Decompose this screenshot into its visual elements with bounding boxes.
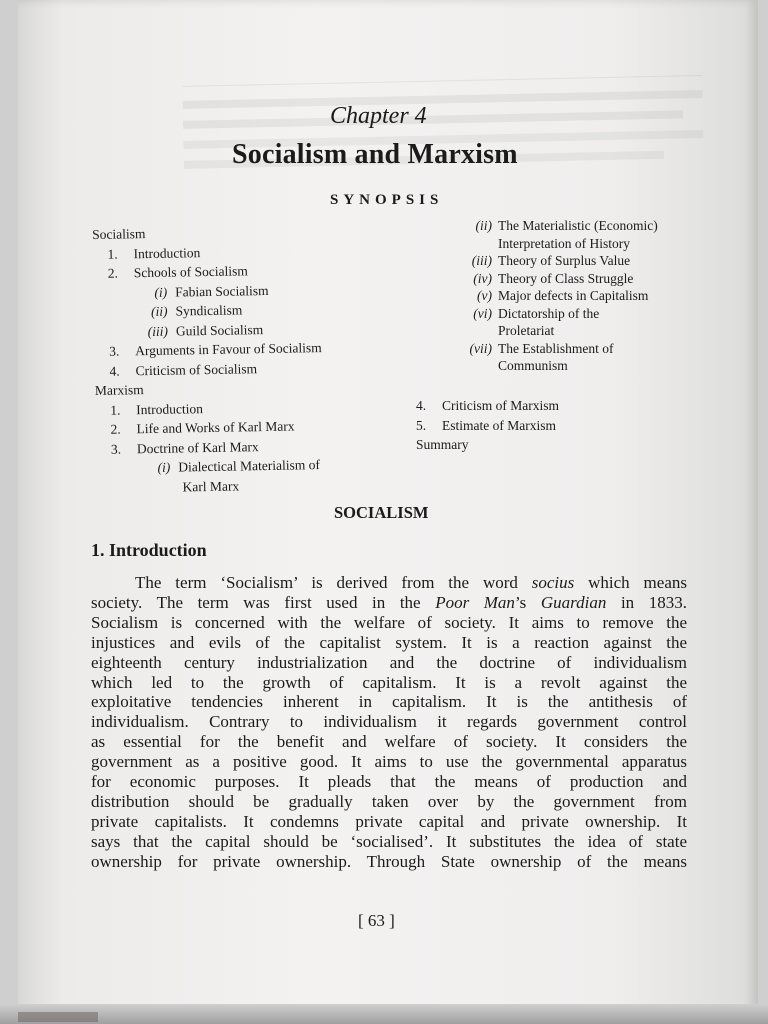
subitem-text: Major defects in Capitalism [498,288,649,303]
paragraph-line: which led to the growth of capitalism. It is a revolt against the [91,672,687,692]
synopsis-subitem [452,270,728,288]
paragraph-line: individualism. Contrary to individualism it regards government control [91,712,687,732]
item-text: Criticism of Marxism [442,398,559,413]
synopsis-subitem [452,305,728,340]
synopsis-right-bottom [416,396,559,455]
item-text: Schools of Socialism [133,263,248,281]
subitem-text: Guild Socialism [175,321,264,339]
paragraph-line: as essential for the benefit and welfare of society. It considers the [91,732,687,752]
synopsis-subitem [452,287,728,305]
item-text: Doctrine of Karl Marx [136,438,259,456]
paragraph-line: says that the capital should be ‘socialised’. It substitutes the idea of state [91,831,687,851]
body-paragraph [91,573,687,872]
subitem-number: (i) [154,284,168,300]
subitem-number: (iii) [471,253,492,268]
subitem-text-continued: Karl Marx [182,477,240,494]
scan-bottom-edge [0,1004,768,1024]
item-number: 4. [109,363,120,379]
synopsis-left-column [92,221,324,498]
synopsis-item [416,396,559,416]
page-number: [ 63 ] [358,911,395,930]
scan-mark [18,1012,98,1022]
subitem-text: The Establishment of Communism [498,340,614,373]
synopsis-item [416,416,559,436]
item-number: 5. [416,417,427,433]
synopsis-subitem [452,217,728,252]
synopsis-item [416,435,559,455]
subitem-number: (ii) [475,218,492,233]
item-number: 1. [110,402,121,418]
synopsis-subitem-continuation [96,474,324,497]
item-text: Life and Works of Karl Marx [136,418,295,437]
subitem-text: Dictatorship of the Proletariat [498,305,600,338]
synopsis-subitem [96,455,324,478]
subitem-number: (vii) [469,340,492,356]
book-page [18,0,758,1024]
paragraph-line: private capitalists. It condemns private capital and private ownership. It [91,811,687,831]
synopsis-subitem [452,252,728,270]
paragraph-line: eighteenth century industrialization and the doctrine of individualism [91,652,687,672]
synopsis-item [94,338,322,361]
synopsis-right-column [452,217,728,375]
subitem-text: Syndicalism [175,302,243,319]
item-text: Introduction [136,400,204,417]
synopsis-heading: SYNOPSIS [330,192,444,208]
subitem-number: (vi) [473,305,492,321]
item-number: 3. [110,441,122,457]
item-text: Criticism of Socialism [135,360,258,378]
subsection-heading: 1. Introduction [91,540,207,560]
summary-text: Summary [416,437,469,452]
subitem-number: (iii) [147,323,168,339]
item-text: Arguments in Favour of Socialism [135,340,322,359]
item-number: 3. [109,343,120,359]
synopsis-subitem [452,340,728,375]
chapter-title: Socialism and Marxism [232,139,518,170]
paragraph-line: Socialism is concerned with the welfare of society. It aims to remove the [91,612,687,632]
item-number: 2. [110,421,121,437]
paragraph-line: The term ‘Socialism’ is derived from the word socius which means [135,573,687,592]
paragraph-line: society. The term was first used in the Poor Man’s Guardian in 1833. [91,592,687,612]
subitem-text: The Materialistic (Economic) Interpretation of History [498,218,658,251]
paragraph-line: distribution should be gradually taken over by the government from [91,791,687,811]
synopsis-item [95,416,323,439]
item-number: 2. [107,265,119,281]
item-number: 1. [107,246,118,262]
subitem-number: (ii) [150,303,168,319]
item-number: 4. [416,398,427,413]
paragraph-line: for economic purposes. It pleads that the means of production and [91,772,687,792]
subitem-number: (i) [157,459,171,475]
section-heading: SOCIALISM [334,503,429,522]
subitem-number: (v) [477,288,492,303]
chapter-label: Chapter 4 [330,103,427,129]
item-text: Estimate of Marxism [442,417,556,433]
subitem-text: Theory of Class Struggle [498,270,634,286]
paragraph-line: ownership for private ownership. Through State ownership of the means [91,851,687,871]
subitem-text: Theory of Surplus Value [498,253,631,268]
subitem-text: Fabian Socialism [175,282,269,300]
subitem-number: (iv) [473,270,492,286]
paragraph-line: exploitative tendencies inherent in capitalism. It is the antithesis of [91,692,687,712]
marxism-label: Marxism [94,382,144,398]
item-text: Introduction [133,244,201,261]
paragraph-line: government as a positive good. It aims to use the governmental apparatus [91,752,687,772]
subitem-text: Dialectical Materialism of [178,457,321,475]
socialism-label: Socialism [92,226,146,242]
paragraph-line: injustices and evils of the capitalist system. It is a reaction against the [91,632,687,652]
